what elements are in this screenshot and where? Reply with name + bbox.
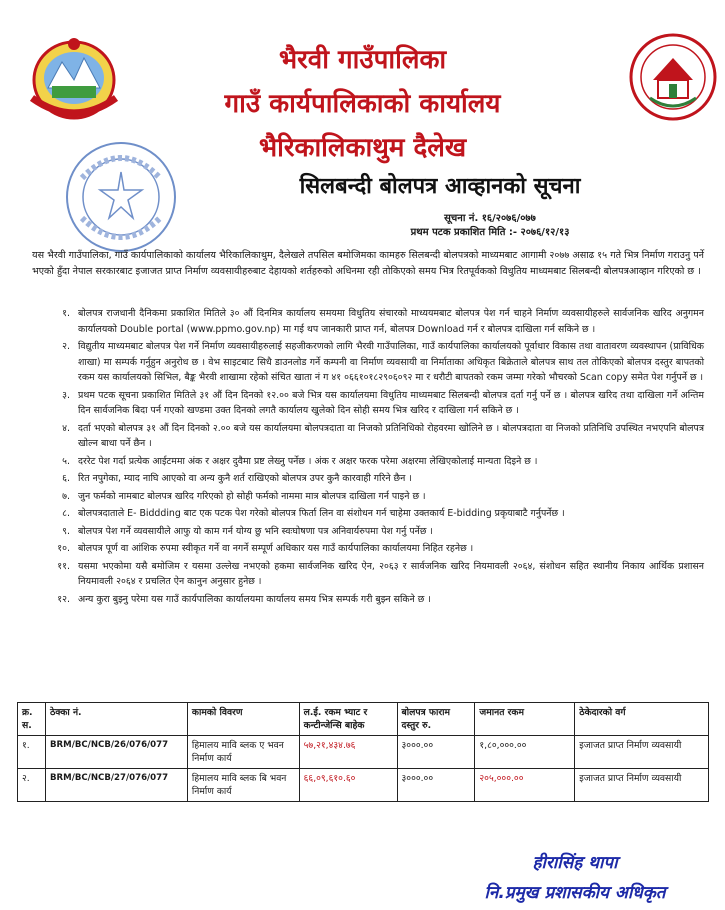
item-text: बोलपत्रदाताले E- Biddding बाट एक पटक पेश गरेको बोलपत्र फिर्ता लिन वा संशोधन गर्न चाहेमा उक्तकार्य E-bidding प्रकृयाबाटै गर्नुपर्नेछ । <box>78 508 565 519</box>
item-number: ९. <box>62 525 70 537</box>
cell-form-fee: ३०००.०० <box>397 736 475 769</box>
contracts-table <box>17 702 709 802</box>
col-estimate: ल.ई. रकम भ्याट र कन्टीन्जेन्सि बाहेक <box>299 703 397 736</box>
list-item <box>32 454 704 470</box>
col-contractor-class: ठेकेदारको वर्ग <box>575 703 709 736</box>
intro-paragraph: यस भैरवी गाउँपालिका, गाउँ कार्यपालिकाको कार्यालय भैरिकालिकाथुम, दैलेखले तपसिल बमोजिमका कामहरु सिलबन्दी बोलपत्रको माध्यमबाट आगामी २०७७ असाढ १५ गते भित्र निर्माण गराउनु पर्ने भएको हुँदा नेपाल सरकारबाट इजाजत प्राप्त निर्माण व्यवसायीहरुबाट देहायको शर्तहरुको अधिनमा रही तोकिएको समय भित्र रितपूर्वकको विधुतिय माध्यमबाट सिलबन्दी बोलपत्रआव्हान गरिएको छ । <box>32 250 704 277</box>
cell-security: १,८०,०००.०० <box>475 736 575 769</box>
item-number: ५. <box>62 455 70 467</box>
list-item <box>32 306 704 337</box>
signatory-title: नि.प्रमुख प्रशासकीय अधिकृत <box>484 883 666 903</box>
item-number: ३. <box>62 389 70 401</box>
office-name: गाउँ कार्यपालिकाको कार्यालय <box>224 89 501 119</box>
col-serial: क्र. स. <box>18 703 46 736</box>
table-row <box>18 736 709 769</box>
table-row <box>18 769 709 802</box>
municipality-logo-icon <box>628 32 718 122</box>
item-text: विद्युतीय माध्यमबाट बोलपत्र पेश गर्ने निर्माण व्यवसायीहरुलाई सहजीकरणको लागि भैरवी गाउँपालिका, गाउँ कार्यपालिका कार्यालयको पूर्वाधार विकास तथा वातावरण व्यवस्थापन (प्राविधिक शाखा) मा सम्पर्क गर्नुहुन अनुरोध छ । वेभ साइटबाट सिधै डाउनलोड गर्ने कम्पनी वा निर्माण व्यवसायी वा निर्माताका अधिकृत बिक्रेताले बोलपत्र साथ तल तोकिएको बोलपत्र दस्तुर बापतको रकम यस कार्यालयको सिभिल, बैङ्क भैरवी शाखामा रहेको संचित खाता नं ग ४१ ०६६१०१८२९०६०९२ मा र धरौटी बापतको रकम जम्मा गरेको भौचरको Scan copy समेत पेश गर्नुपर्ने छ । <box>78 341 704 383</box>
cell-contractor-class: इजाजत प्राप्त निर्माण व्यवसायी <box>575 769 709 802</box>
municipality-name: भैरवी गाउँपालिका <box>278 45 447 75</box>
notice-number: सूचना नं. १६/२०७६/०७७ <box>444 213 536 224</box>
col-description: कामको विवरण <box>187 703 299 736</box>
nepal-emblem-icon <box>18 28 130 128</box>
notice-meta <box>300 212 680 240</box>
item-number: १. <box>62 308 70 319</box>
item-text: अन्य कुरा बुझ्नु परेमा यस गाउँ कार्यपालिका कार्यालयमा कार्यालय समय भित्र सम्पर्क गरी बुझ्न सकिने छ । <box>78 593 431 605</box>
item-number: ४. <box>62 422 70 434</box>
item-number: ८. <box>62 508 70 519</box>
list-item <box>32 592 704 608</box>
item-number: २. <box>62 341 70 352</box>
cell-description: हिमालय मावि ब्लक बि भवन निर्माण कार्य <box>187 769 299 802</box>
item-text: बोलपत्र पेश गर्ने व्यवसायीले आफु यो काम गर्न योग्य छु भनि स्वःघोषणा पत्र अनिवार्यरुपमा पेश गर्नु पर्नेछ । <box>78 525 433 537</box>
list-item <box>32 471 704 487</box>
item-text: यसमा भएकोमा यसै बमोजिम र यसमा उल्लेख नभएको हकमा सार्वजनिक खरिद ऐन, २०६३ र सार्वजनिक खरिद नियमावली २०६४, संशोधन सहित स्थानीय निकाय आर्थिक प्रशासन नियमावली २०६४ र प्रचलित ऐन कानुन अनुसार हुनेछ । <box>78 560 704 587</box>
signatory-name: हीरासिंह थापा <box>532 853 618 873</box>
cell-serial: २. <box>18 769 46 802</box>
item-text: दर्ता भएको बोलपत्र ३१ औं दिन दिनको २.०० बजे यस कार्यालयमा बोलपत्रदाता वा निजको प्रतिनिधिको रोहवरमा खोलिने छ । बोलपत्रदाता वा निजको प्रतिनिधि उपस्थित नभएपनि बोलपत्र खोल्न बाधा पर्ने छैन । <box>78 422 704 449</box>
cell-estimate: ५७,२१,४३४.७६ <box>299 736 397 769</box>
item-text: दररेट पेश गर्दा प्रत्येक आईटममा अंक र अक्षर दुवैमा प्रष्ट लेख्नु पर्नेछ । अंक र अक्षर फरक परेमा अक्षरमा लेखिएकोलाई मान्यता दिइने छ । <box>78 455 538 467</box>
item-text: रित नपुगेका, म्याद नाघि आएको वा अन्य कुनै शर्त राखिएको बोलपत्र उपर कुनै कारवाही गरिने छैन । <box>78 473 412 484</box>
cell-security: २०५,०००.०० <box>475 769 575 802</box>
cell-description: हिमालय मावि ब्लक ए भवन निर्माण कार्य <box>187 736 299 769</box>
list-item <box>32 559 704 590</box>
table-header-row <box>18 703 709 736</box>
list-item <box>32 541 704 557</box>
item-number: ११. <box>57 560 70 572</box>
cell-contract-no: BRM/BC/NCB/26/076/077 <box>45 736 187 769</box>
cell-contract-no: BRM/BC/NCB/27/076/077 <box>45 769 187 802</box>
item-text: प्रथम पटक सूचना प्रकाशित मितिले ३१ औं दिन दिनको १२.०० बजे भित्र यस कार्यालयमा विधुतिय माध्यमबाट सिलबन्दी बोलपत्र दर्ता गर्नु पर्ने छ । बोलपत्र खरिद तथा दाखिला गर्ने अन्तिम दिन सार्वजनिक बिदा पर्न गएको खण्डमा उक्त दिनको लगतै कार्यालय खुलेको दिन सोही समय भित्र खरिद र दाखिला गर्न सकिने छ । <box>78 389 704 416</box>
list-item <box>32 421 704 452</box>
item-text: बोलपत्र राजधानी दैनिकमा प्रकाशित मितिले ३० औं दिनमित्र कार्यालय समयमा विधुतिय संचारको माध्ययमबाट बोलपत्र पेश गर्न चाहने निर्माण व्यवसायीहरुले सार्वजनिक खरिद अनुगमन कार्यालयको Double portal (www.ppmo.gov.np) मा गई थप जानकारी प्राप्त गर्न, बोलपत्र Download गर्न र बोलपत्र दाखिला गर्न सकिने छ । <box>78 308 704 335</box>
cell-serial: १. <box>18 736 46 769</box>
col-contract-no: ठेक्का नं. <box>45 703 187 736</box>
list-item <box>32 388 704 419</box>
cell-form-fee: ३०००.०० <box>397 769 475 802</box>
list-item <box>32 506 704 522</box>
item-text: बोलपत्र पूर्ण वा आंशिक रुपमा स्वीकृत गर्ने वा नगर्ने सम्पूर्ण अधिकार यस गाउँ कार्यपालिका कार्यालयमा निहित रहनेछ । <box>78 543 474 554</box>
notice-title: सिलबन्दी बोलपत्र आव्हानको सूचना <box>299 173 581 199</box>
item-number: १०. <box>57 543 70 554</box>
office-location: भैरिकालिकाथुम दैलेख <box>258 133 467 163</box>
item-number: ६. <box>62 473 70 484</box>
publish-date: प्रथम पटक प्रकाशित मिति :- २०७६/१२/१३ <box>410 227 570 238</box>
item-number: ७. <box>62 490 70 502</box>
col-security: जमानत रकम <box>475 703 575 736</box>
list-item <box>32 339 704 386</box>
item-number: १२. <box>57 593 70 605</box>
cell-contractor-class: इजाजत प्राप्त निर्माण व्यवसायी <box>575 736 709 769</box>
conditions-list <box>32 306 704 609</box>
cell-estimate: ६६,०९,६१०.६० <box>299 769 397 802</box>
list-item <box>32 524 704 540</box>
list-item <box>32 489 704 505</box>
item-text: जुन फर्मको नामबाट बोलपत्र खरिद गरिएको हो सोही फर्मको नाममा मात्र बोलपत्र दाखिला गर्न पाइने छ । <box>78 490 426 502</box>
col-form-fee: बोलपत्र फाराम दस्तुर रु. <box>397 703 475 736</box>
